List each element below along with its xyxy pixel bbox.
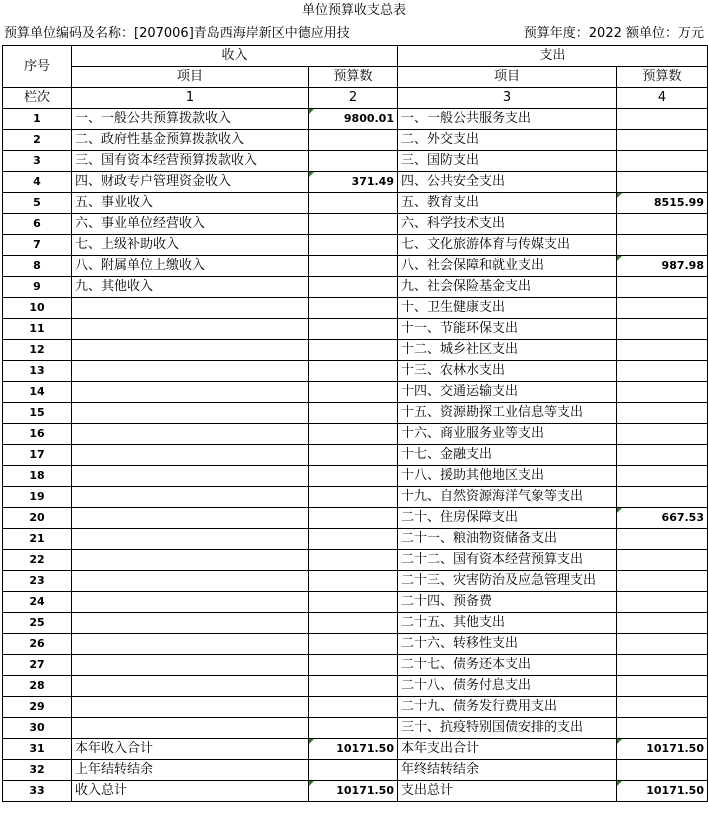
expense-value-cell — [617, 466, 708, 487]
col-index-3: 3 — [398, 88, 617, 109]
row-seq-cell: 6 — [3, 214, 72, 235]
meta-bar — [0, 23, 708, 45]
income-item-cell — [72, 445, 309, 466]
expense-item-cell: 二十八、债务付息支出 — [398, 676, 617, 697]
expense-value-cell — [617, 676, 708, 697]
seq-header: 序号 — [3, 46, 72, 88]
income-item-cell: 二、政府性基金预算拨款收入 — [72, 130, 309, 151]
row-seq-cell: 4 — [3, 172, 72, 193]
expense-value-cell — [617, 319, 708, 340]
expense-item-cell: 一、一般公共服务支出 — [398, 109, 617, 130]
row-seq-cell: 11 — [3, 319, 72, 340]
income-value-cell — [309, 298, 398, 319]
income-value-cell — [309, 193, 398, 214]
income-item-cell — [72, 403, 309, 424]
expense-value-cell — [617, 487, 708, 508]
table-row — [3, 718, 708, 739]
table-row — [3, 697, 708, 718]
expense-item-cell: 十、卫生健康支出 — [398, 298, 617, 319]
table-row — [3, 277, 708, 298]
income-value-cell — [309, 403, 398, 424]
income-value-cell — [309, 340, 398, 361]
row-seq-cell: 8 — [3, 256, 72, 277]
table-row — [3, 214, 708, 235]
table-row — [3, 571, 708, 592]
expense-item-cell: 十一、节能环保支出 — [398, 319, 617, 340]
row-seq-cell: 28 — [3, 676, 72, 697]
expense-value-cell — [617, 529, 708, 550]
header-row-sub — [3, 67, 708, 88]
income-value-cell — [309, 361, 398, 382]
expense-value-cell — [617, 613, 708, 634]
income-value-cell: 10171.50 — [309, 781, 398, 802]
row-seq-cell: 22 — [3, 550, 72, 571]
expense-item-cell: 二十六、转移性支出 — [398, 634, 617, 655]
income-value-cell — [309, 445, 398, 466]
expense-item-cell: 十七、金融支出 — [398, 445, 617, 466]
row-seq-cell: 23 — [3, 571, 72, 592]
table-row — [3, 529, 708, 550]
expense-budget-header: 预算数 — [617, 67, 708, 88]
col-index-1: 1 — [72, 88, 309, 109]
row-seq-cell: 13 — [3, 361, 72, 382]
expense-item-cell: 二十二、国有资本经营预算支出 — [398, 550, 617, 571]
income-item-cell: 八、附属单位上缴收入 — [72, 256, 309, 277]
expense-item-cell: 二十七、债务还本支出 — [398, 655, 617, 676]
table-row — [3, 172, 708, 193]
expense-value-cell: 8515.99 — [617, 193, 708, 214]
table-row — [3, 151, 708, 172]
expense-item-cell: 十六、商业服务业等支出 — [398, 424, 617, 445]
income-value-cell — [309, 277, 398, 298]
income-item-cell: 本年收入合计 — [72, 739, 309, 760]
income-item-cell — [72, 424, 309, 445]
row-seq-cell: 26 — [3, 634, 72, 655]
expense-value-cell — [617, 697, 708, 718]
income-value-cell — [309, 130, 398, 151]
income-item-cell — [72, 466, 309, 487]
expense-value-cell — [617, 109, 708, 130]
expense-value-cell — [617, 550, 708, 571]
table-row — [3, 403, 708, 424]
income-item-cell — [72, 529, 309, 550]
unit-info: 预算单位编码及名称：[207006]青岛西海岸新区中德应用技 — [4, 26, 350, 41]
row-seq-cell: 16 — [3, 424, 72, 445]
expense-value-cell: 10171.50 — [617, 781, 708, 802]
table-row — [3, 781, 708, 802]
expense-value-cell — [617, 424, 708, 445]
table-row — [3, 592, 708, 613]
table-row — [3, 193, 708, 214]
expense-value-cell: 10171.50 — [617, 739, 708, 760]
income-item-cell — [72, 655, 309, 676]
income-value-cell — [309, 214, 398, 235]
table-row — [3, 487, 708, 508]
expense-value-cell — [617, 235, 708, 256]
column-index-row — [3, 88, 708, 109]
income-value-cell — [309, 571, 398, 592]
income-value-cell — [309, 718, 398, 739]
col-index-4: 4 — [617, 88, 708, 109]
table-row — [3, 361, 708, 382]
expense-value-cell: 987.98 — [617, 256, 708, 277]
income-value-cell — [309, 697, 398, 718]
income-value-cell — [309, 529, 398, 550]
income-value-cell: 10171.50 — [309, 739, 398, 760]
income-item-cell — [72, 592, 309, 613]
table-row — [3, 739, 708, 760]
income-value-cell — [309, 592, 398, 613]
row-seq-cell: 9 — [3, 277, 72, 298]
budget-table — [2, 45, 708, 802]
income-value-cell: 9800.01 — [309, 109, 398, 130]
row-seq-cell: 31 — [3, 739, 72, 760]
expense-item-cell: 十三、农林水支出 — [398, 361, 617, 382]
income-item-cell — [72, 634, 309, 655]
income-header: 收入 — [72, 46, 398, 67]
income-item-cell: 九、其他收入 — [72, 277, 309, 298]
income-value-cell — [309, 151, 398, 172]
table-row — [3, 508, 708, 529]
table-row — [3, 676, 708, 697]
expense-item-cell: 二十三、灾害防治及应急管理支出 — [398, 571, 617, 592]
income-budget-header: 预算数 — [309, 67, 398, 88]
income-item-cell — [72, 550, 309, 571]
income-value-cell — [309, 676, 398, 697]
row-seq-cell: 18 — [3, 466, 72, 487]
expense-item-cell: 三、国防支出 — [398, 151, 617, 172]
expense-value-cell — [617, 592, 708, 613]
table-row — [3, 613, 708, 634]
row-seq-cell: 27 — [3, 655, 72, 676]
table-row — [3, 760, 708, 781]
row-seq-cell: 24 — [3, 592, 72, 613]
expense-value-cell — [617, 382, 708, 403]
income-item-cell — [72, 676, 309, 697]
row-seq-cell: 15 — [3, 403, 72, 424]
income-item-header: 项目 — [72, 67, 309, 88]
income-item-cell — [72, 508, 309, 529]
income-value-cell — [309, 508, 398, 529]
row-seq-cell: 30 — [3, 718, 72, 739]
row-seq-cell: 17 — [3, 445, 72, 466]
income-item-cell — [72, 718, 309, 739]
table-row — [3, 340, 708, 361]
income-item-cell — [72, 613, 309, 634]
income-value-cell — [309, 634, 398, 655]
income-value-cell — [309, 235, 398, 256]
expense-value-cell — [617, 655, 708, 676]
row-seq-cell: 21 — [3, 529, 72, 550]
row-seq-cell: 14 — [3, 382, 72, 403]
table-row — [3, 424, 708, 445]
row-seq-cell: 19 — [3, 487, 72, 508]
expense-item-cell: 年终结转结余 — [398, 760, 617, 781]
row-label-cell: 栏次 — [3, 88, 72, 109]
expense-item-cell: 五、教育支出 — [398, 193, 617, 214]
expense-item-cell: 十八、援助其他地区支出 — [398, 466, 617, 487]
expense-value-cell — [617, 718, 708, 739]
table-row — [3, 445, 708, 466]
income-value-cell — [309, 613, 398, 634]
income-value-cell — [309, 256, 398, 277]
expense-item-cell: 支出总计 — [398, 781, 617, 802]
row-seq-cell: 3 — [3, 151, 72, 172]
income-value-cell — [309, 760, 398, 781]
table-row — [3, 130, 708, 151]
income-item-cell — [72, 382, 309, 403]
income-item-cell: 三、国有资本经营预算拨款收入 — [72, 151, 309, 172]
income-item-cell — [72, 487, 309, 508]
income-value-cell — [309, 319, 398, 340]
row-seq-cell: 12 — [3, 340, 72, 361]
income-item-cell — [72, 697, 309, 718]
income-value-cell — [309, 487, 398, 508]
expense-item-cell: 十五、资源勘探工业信息等支出 — [398, 403, 617, 424]
income-value-cell — [309, 424, 398, 445]
row-seq-cell: 10 — [3, 298, 72, 319]
table-row — [3, 256, 708, 277]
row-seq-cell: 33 — [3, 781, 72, 802]
expense-item-cell: 十二、城乡社区支出 — [398, 340, 617, 361]
row-seq-cell: 5 — [3, 193, 72, 214]
income-item-cell — [72, 571, 309, 592]
expense-item-cell: 二十一、粮油物资储备支出 — [398, 529, 617, 550]
expense-item-header: 项目 — [398, 67, 617, 88]
expense-value-cell — [617, 130, 708, 151]
row-seq-cell: 29 — [3, 697, 72, 718]
expense-value-cell — [617, 172, 708, 193]
table-row — [3, 109, 708, 130]
income-item-cell — [72, 319, 309, 340]
expense-item-cell: 七、文化旅游体育与传媒支出 — [398, 235, 617, 256]
income-item-cell — [72, 298, 309, 319]
expense-item-cell: 八、社会保障和就业支出 — [398, 256, 617, 277]
expense-item-cell: 十四、交通运输支出 — [398, 382, 617, 403]
income-value-cell — [309, 382, 398, 403]
row-seq-cell: 32 — [3, 760, 72, 781]
expense-value-cell — [617, 151, 708, 172]
row-seq-cell: 2 — [3, 130, 72, 151]
table-row — [3, 298, 708, 319]
expense-item-cell: 二十四、预备费 — [398, 592, 617, 613]
expense-item-cell: 九、社会保险基金支出 — [398, 277, 617, 298]
table-row — [3, 382, 708, 403]
expense-item-cell: 三十、抗疫特别国债安排的支出 — [398, 718, 617, 739]
expense-value-cell — [617, 340, 708, 361]
expense-value-cell — [617, 214, 708, 235]
table-row — [3, 319, 708, 340]
expense-value-cell — [617, 571, 708, 592]
expense-value-cell — [617, 298, 708, 319]
table-row — [3, 550, 708, 571]
header-row-group — [3, 46, 708, 67]
income-item-cell — [72, 340, 309, 361]
expense-value-cell — [617, 760, 708, 781]
row-seq-cell: 20 — [3, 508, 72, 529]
row-seq-cell: 7 — [3, 235, 72, 256]
row-seq-cell: 25 — [3, 613, 72, 634]
page-title: 单位预算收支总表 — [301, 3, 406, 18]
expense-value-cell — [617, 403, 708, 424]
year-unit-info: 预算年度：2022 额单位：万元 — [523, 26, 704, 41]
income-item-cell: 收入总计 — [72, 781, 309, 802]
expense-item-cell: 十九、自然资源海洋气象等支出 — [398, 487, 617, 508]
expense-header: 支出 — [398, 46, 708, 67]
income-value-cell — [309, 466, 398, 487]
row-seq-cell: 1 — [3, 109, 72, 130]
expense-value-cell: 667.53 — [617, 508, 708, 529]
income-item-cell — [72, 361, 309, 382]
income-item-cell: 四、财政专户管理资金收入 — [72, 172, 309, 193]
col-index-2: 2 — [309, 88, 398, 109]
table-row — [3, 634, 708, 655]
expense-item-cell: 二、外交支出 — [398, 130, 617, 151]
income-item-cell: 上年结转结余 — [72, 760, 309, 781]
expense-value-cell — [617, 277, 708, 298]
expense-item-cell: 四、公共安全支出 — [398, 172, 617, 193]
expense-value-cell — [617, 361, 708, 382]
expense-item-cell: 二十九、债务发行费用支出 — [398, 697, 617, 718]
income-value-cell — [309, 655, 398, 676]
income-value-cell: 371.49 — [309, 172, 398, 193]
income-item-cell: 五、事业收入 — [72, 193, 309, 214]
income-value-cell — [309, 550, 398, 571]
expense-value-cell — [617, 445, 708, 466]
table-row — [3, 235, 708, 256]
expense-item-cell: 二十、住房保障支出 — [398, 508, 617, 529]
expense-item-cell: 六、科学技术支出 — [398, 214, 617, 235]
income-item-cell: 一、一般公共预算拨款收入 — [72, 109, 309, 130]
expense-item-cell: 二十五、其他支出 — [398, 613, 617, 634]
income-item-cell: 七、上级补助收入 — [72, 235, 309, 256]
table-row — [3, 466, 708, 487]
table-row — [3, 655, 708, 676]
expense-item-cell: 本年支出合计 — [398, 739, 617, 760]
expense-value-cell — [617, 634, 708, 655]
income-item-cell: 六、事业单位经营收入 — [72, 214, 309, 235]
